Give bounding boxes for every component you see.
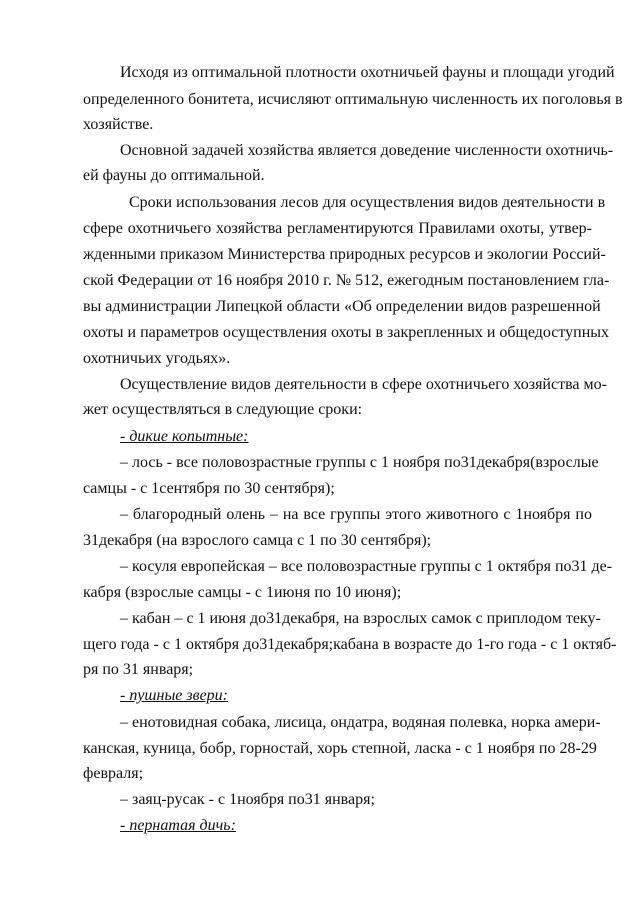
boar-line-1: – кабан – с 1 июня до31декабря, на взрослых самок с приплодом теку- — [120, 610, 601, 627]
paragraph-2-line-1: Основной задачей хозяйства является доведение численности охотничь- — [120, 142, 614, 159]
paragraph-3-line-3: жденными приказом Министерства природных ресурсов и экологии Россий- — [83, 246, 606, 263]
fur-animals-line-3: февраля; — [83, 765, 144, 782]
red-deer-line-2: 31декабря (на взрослого самца с 1 по 30 сентября); — [83, 532, 432, 549]
paragraph-3-line-5: вы администрации Липецкой области «Об определении видов разрешенной — [83, 298, 601, 315]
section-heading-fur-animals: - пушные звери: — [120, 687, 228, 704]
paragraph-3-line-4: ской Федерации от 16 ноября 2010 г. № 512, ежегодным постановлением гла- — [83, 272, 610, 289]
section-heading-ungulates: - дикие копытные: — [120, 428, 249, 445]
fur-animals-line-2: канская, куница, бобр, горностай, хорь степной, ласка - с 1 ноября по 28-29 — [83, 740, 597, 757]
boar-line-2: щего года - с 1 октября до31декабря;кабана в возрасте до 1-го года - с 1 октяб- — [83, 636, 617, 653]
boar-line-3: ря по 31 января; — [83, 661, 194, 678]
paragraph-2-line-2: ей фауны до оптимальной. — [83, 167, 265, 184]
hare-line: – заяц-русак - с 1ноября по31 января; — [120, 791, 375, 808]
section-heading-game-birds: - пернатая дичь: — [120, 817, 236, 834]
fur-animals-line-1: – енотовидная собака, лисица, ондатра, водяная полевка, норка амери- — [120, 714, 601, 731]
elk-line-1: – лось - все половозрастные группы с 1 ноября по31декабря(взрослые — [120, 454, 599, 471]
paragraph-4-line-2: жет осуществляться в следующие сроки: — [83, 401, 363, 418]
paragraph-1-line-1: Исходя из оптимальной плотности охотничьей фауны и площади угодий — [120, 64, 615, 81]
red-deer-line-1: – благородный олень – на все группы этого животного с 1ноября по — [120, 506, 592, 523]
paragraph-3-line-2: сфере охотничьего хозяйства регламентируются Правилами охоты, утвер- — [83, 220, 592, 237]
paragraph-3-line-1: Сроки использования лесов для осуществления видов деятельности в — [129, 194, 606, 211]
elk-line-2: самцы - с 1сентября по 30 сентября); — [83, 480, 335, 497]
paragraph-1-line-3: хозяйстве. — [83, 116, 154, 133]
roe-deer-line-2: кабря (взрослые самцы - с 1июня по 10 июня); — [83, 584, 402, 601]
roe-deer-line-1: – косуля европейская – все половозрастные группы с 1 октября по31 де- — [120, 558, 613, 575]
paragraph-3-line-7: охотничьих угодьях». — [83, 350, 231, 367]
paragraph-4-line-1: Осуществление видов деятельности в сфере охотничьего хозяйства мо- — [120, 376, 607, 393]
paragraph-1-line-2: определенного бонитета, исчисляют оптимальную численность их поголовья в — [83, 91, 623, 108]
paragraph-3-line-6: охоты и параметров осуществления охоты в закрепленных и общедоступных — [83, 324, 610, 341]
